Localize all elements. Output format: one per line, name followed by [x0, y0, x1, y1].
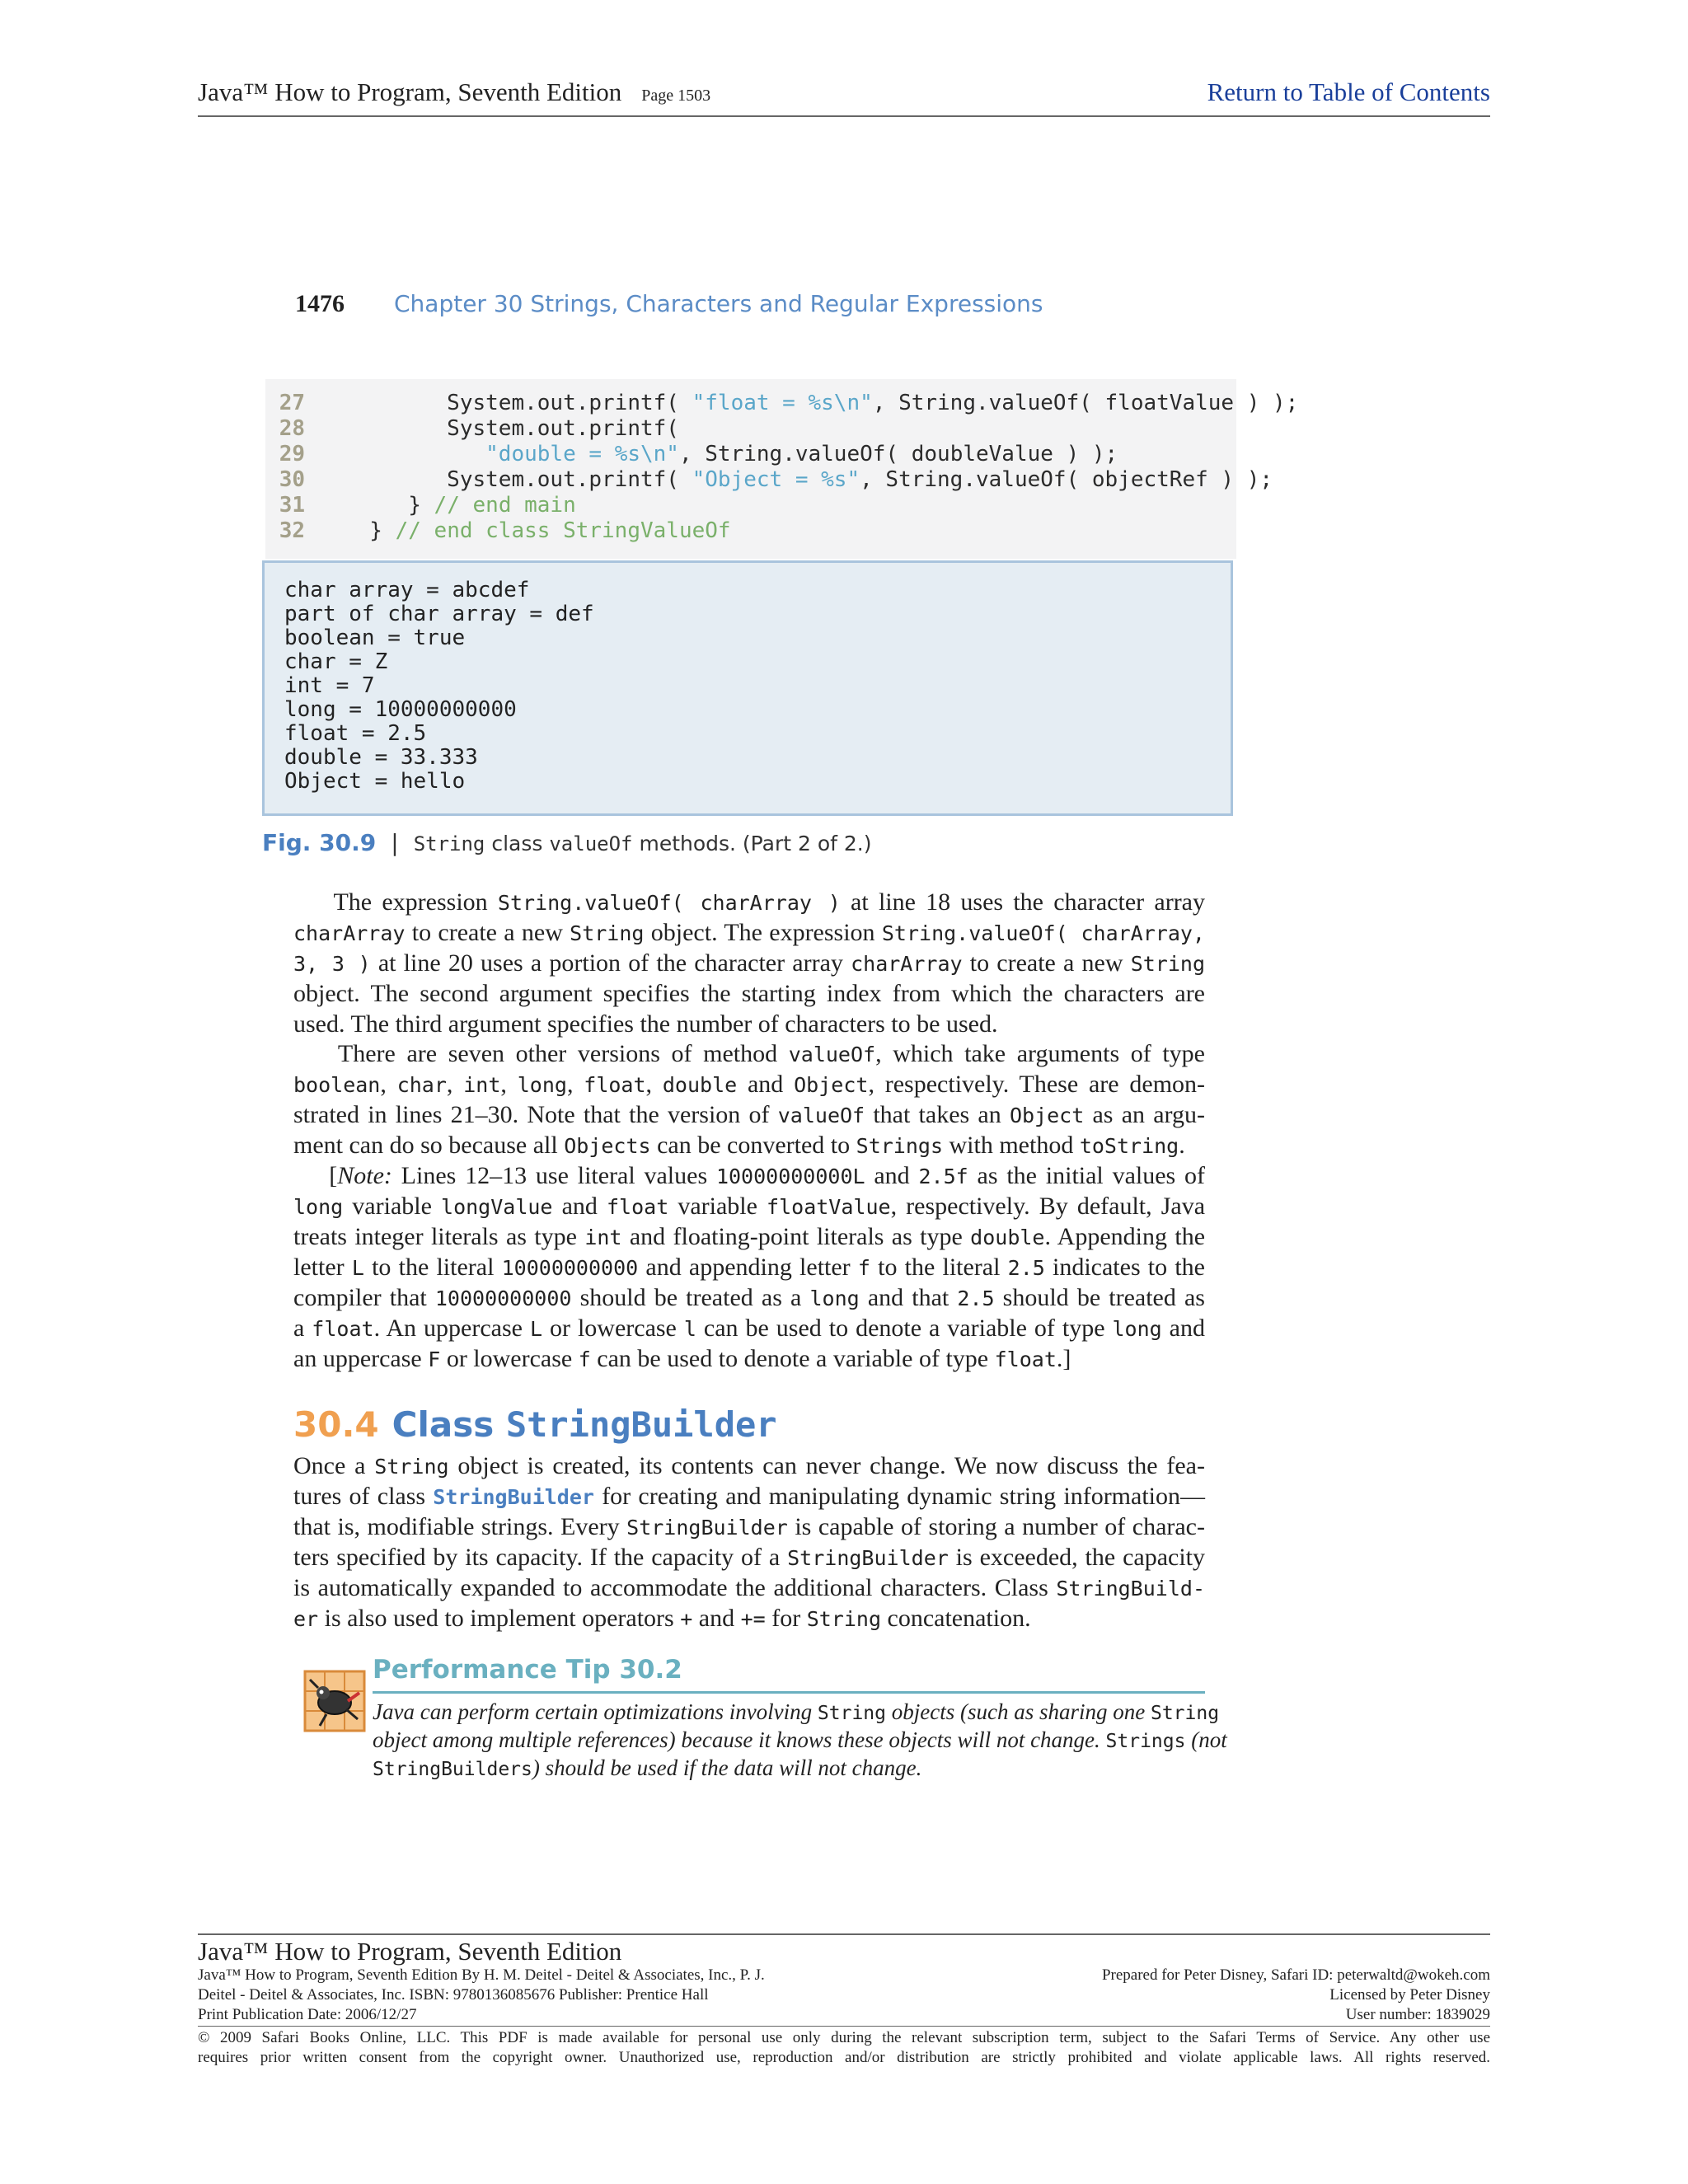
text-run: strated in lines 21–30. Note that the version of: [293, 1101, 778, 1128]
code-term: String: [570, 921, 645, 945]
paragraph-line: [293, 1130, 1205, 1161]
text-run: Lines 12–13 use literal values: [392, 1162, 716, 1189]
figure-number: Fig. 30.9: [262, 829, 377, 856]
text-run: , respectively. These are demon-: [868, 1071, 1206, 1098]
code-text: }: [305, 518, 396, 543]
text-run: ,: [500, 1071, 518, 1098]
code-term: 3, 3 ): [293, 952, 371, 976]
text-run: a: [293, 1315, 312, 1342]
text-run: and: [865, 1162, 919, 1189]
text-run: objects (such as sharing one: [886, 1699, 1151, 1724]
text-run: to create a new: [405, 919, 570, 946]
code-line: [265, 467, 1273, 493]
text-run: as an argu-: [1084, 1101, 1205, 1128]
text-run: is capable of storing a number of charac-: [787, 1513, 1205, 1540]
text-run: object is created, its contents can never change. We now discuss the fea-: [448, 1452, 1205, 1479]
footer-book-title: Java™ How to Program, Seventh Edition: [198, 1937, 622, 1966]
code-string: "float = %s\n": [692, 391, 873, 415]
text-run: and floating-point literals as type: [621, 1223, 971, 1250]
output-line: float = 2.5: [284, 721, 427, 746]
code-term: valueOf: [777, 1104, 865, 1127]
code-term: Object: [794, 1073, 869, 1097]
text-run: should be treated as: [994, 1284, 1205, 1311]
text-run: . Appending the: [1044, 1223, 1206, 1250]
section-heading: [293, 1404, 777, 1445]
section-paragraph-line: [293, 1481, 1205, 1512]
text-run: to the literal: [363, 1254, 502, 1281]
code-term: 2.5f: [918, 1165, 968, 1188]
text-run: and: [1161, 1315, 1205, 1342]
section-paragraph-line: [293, 1542, 1205, 1573]
figure-code-1: String: [413, 832, 485, 855]
output-line: part of char array = def: [284, 602, 594, 626]
text-run: or lowercase: [440, 1345, 579, 1372]
code-term: StringBuilder: [626, 1516, 788, 1540]
section-paragraph-line: [293, 1603, 1205, 1634]
line-number: 29: [279, 442, 305, 466]
text-run: to the literal: [870, 1254, 1008, 1281]
code-text: [305, 442, 485, 466]
paragraph-line: [293, 1038, 1205, 1070]
section-paragraph-line: [293, 1572, 1205, 1604]
code-term: f: [857, 1256, 870, 1280]
paragraph-line: [293, 1009, 1205, 1039]
code-term: 10000000000: [501, 1256, 639, 1280]
header-page-label: Page 1503: [641, 87, 711, 105]
footer-right-line: User number: 1839029: [1345, 2006, 1490, 2023]
footer-copyright-line: requires prior written consent from the copyright owner. Unauthorized use, reproduction and/or distribution are strictly prohibited and violate applicable laws. All rights reserved.: [198, 2049, 1490, 2066]
code-term: String.valueOf( charArray ): [497, 891, 841, 915]
header-book-title: [198, 77, 710, 107]
paragraph-line: [293, 948, 1205, 979]
code-term: L: [351, 1256, 364, 1280]
output-line: boolean = true: [284, 626, 466, 650]
line-number: 30: [279, 467, 305, 492]
code-term: boolean: [293, 1073, 381, 1097]
output-line: int = 7: [284, 673, 375, 698]
code-term: float: [994, 1347, 1057, 1371]
text-run: can be used to denote a variable of type: [590, 1345, 995, 1372]
header-title-text: Java™ How to Program, Seventh Edition: [198, 77, 622, 106]
text-run: is also used to implement operators: [318, 1605, 681, 1632]
footer-copyright-rule: [198, 2026, 1490, 2027]
code-term: String: [806, 1607, 881, 1631]
code-term: String: [1150, 1703, 1220, 1724]
code-term: StringBuild-: [1056, 1577, 1205, 1601]
text-run: .]: [1056, 1345, 1071, 1372]
code-term: 2.5: [957, 1286, 995, 1310]
code-term-emphasis: StringBuilder: [433, 1485, 594, 1509]
performance-tip-icon: [302, 1668, 368, 1734]
text-run: is automatically expanded to accommodate the additional characters. Class: [293, 1574, 1057, 1601]
code-term: long: [293, 1195, 344, 1219]
code-term: StringBuilders: [373, 1759, 532, 1780]
code-text: , String.valueOf( doubleValue ) );: [678, 442, 1118, 466]
performance-tip-rule: [373, 1691, 1205, 1694]
code-comment: // end main: [434, 493, 576, 518]
text-run: ,: [380, 1071, 397, 1098]
toc-link[interactable]: Return to Table of Contents: [1207, 77, 1490, 106]
code-term: l: [683, 1317, 696, 1341]
chapter-title: Chapter 30 Strings, Characters and Regular Expressions: [394, 290, 1043, 317]
text-run: and appending letter: [638, 1254, 858, 1281]
code-listing: [265, 379, 1299, 559]
text-run: concatenation.: [881, 1605, 1031, 1632]
text-run: ment can do so because all: [293, 1132, 565, 1159]
text-run: that is, modifiable strings. Every: [293, 1513, 627, 1540]
text-run: object among multiple references) because it knows these objects will not change.: [373, 1727, 1106, 1752]
section-number: 30.4: [293, 1404, 379, 1445]
paragraph-line: [293, 917, 1205, 949]
tip-line: [373, 1726, 1227, 1755]
paragraph-line: [293, 1221, 1205, 1253]
paragraph-line: [293, 887, 1205, 918]
text-run: variable: [343, 1193, 442, 1220]
code-term: Objects: [564, 1134, 651, 1158]
code-term: valueOf: [788, 1043, 876, 1066]
figure-caption: [262, 829, 871, 857]
section-title-code: StringBuilder: [505, 1404, 777, 1445]
figure-description: [414, 832, 872, 855]
output-line: char = Z: [284, 649, 388, 674]
code-term: toString: [1079, 1134, 1179, 1158]
text-run: , which take arguments of type: [875, 1040, 1205, 1067]
text-run: should be treated as a: [571, 1284, 810, 1311]
code-term: 10000000000: [434, 1286, 572, 1310]
text-run: is exceeded, the capacity: [948, 1544, 1205, 1571]
text-run: at line 18 uses the character array: [840, 888, 1205, 916]
performance-tip-title: Performance Tip 30.2: [373, 1655, 682, 1685]
text-run: , respectively. By default, Java: [890, 1193, 1206, 1220]
tip-line: [373, 1754, 1205, 1783]
code-term: +: [680, 1607, 693, 1631]
text-run: treats integer literals as type: [293, 1223, 585, 1250]
text-run: to create a new: [962, 949, 1131, 977]
section-title: [392, 1404, 777, 1445]
figure-code-2: valueOf: [549, 832, 633, 855]
text-run: There are seven other versions of method: [293, 1040, 789, 1067]
text-run: (not: [1185, 1727, 1227, 1752]
text-run: letter: [293, 1254, 352, 1281]
code-term: charArray: [293, 921, 406, 945]
code-term: Object: [1009, 1104, 1085, 1127]
code-term: floatValue: [767, 1195, 891, 1219]
code-term: int: [584, 1226, 622, 1249]
figure-text-2: methods. (Part 2 of 2.): [632, 832, 872, 855]
code-text: System.out.printf(: [305, 416, 679, 441]
figure-separator: |: [391, 829, 399, 856]
output-line: Object = hello: [284, 769, 466, 794]
paragraph-line: [293, 1282, 1205, 1314]
text-run: ) should be used if the data will not change.: [532, 1755, 922, 1780]
book-page-number: 1476: [295, 290, 345, 317]
text-run: ,: [446, 1071, 464, 1098]
code-term: double: [970, 1226, 1045, 1249]
text-run: indicates to the: [1044, 1254, 1205, 1281]
text-run: as the initial values of: [968, 1162, 1205, 1189]
paragraph-line: [293, 1160, 1205, 1192]
text-run: . An uppercase: [373, 1315, 530, 1342]
header-rule: [198, 115, 1490, 117]
tip-line: [373, 1698, 1220, 1727]
footer-rule: [198, 1933, 1490, 1935]
code-term: F: [428, 1347, 441, 1371]
text-run: [: [293, 1162, 338, 1189]
text-run: object. The expression: [644, 919, 882, 946]
footer-right-line: Licensed by Peter Disney: [1329, 1986, 1490, 2004]
paragraph-line: [293, 1191, 1205, 1222]
text-run: can be used to denote a variable of type: [696, 1315, 1113, 1342]
paragraph-line: [293, 1099, 1205, 1131]
text-run: .: [1179, 1132, 1185, 1159]
code-term: long: [1112, 1317, 1162, 1341]
code-text: , String.valueOf( floatValue ) );: [872, 391, 1299, 415]
text-run: tures of class: [293, 1483, 434, 1510]
text-run: and: [692, 1605, 741, 1632]
code-comment: // end class StringValueOf: [395, 518, 731, 543]
text-run: that takes an: [865, 1101, 1010, 1128]
italic-run: Note:: [337, 1162, 392, 1189]
text-run: Once a: [293, 1452, 375, 1479]
section-paragraph-line: [293, 1511, 1205, 1543]
figure-text-1: class: [485, 832, 550, 855]
footer-copyright-line: © 2009 Safari Books Online, LLC. This PDF is made available for personal use only during the relevant subscription term, subject to the Safari Terms of Service. Any other use: [198, 2029, 1490, 2046]
output-line: char array = abcdef: [284, 578, 530, 602]
text-run: at line 20 uses a portion of the character array: [370, 949, 851, 977]
code-term: String: [374, 1455, 449, 1479]
line-number: 28: [279, 416, 305, 441]
text-run: ters specified by its capacity. If the capacity of a: [293, 1544, 788, 1571]
code-string: "Object = %s": [692, 467, 860, 492]
code-term: float: [606, 1195, 669, 1219]
code-term: Strings: [856, 1134, 943, 1158]
footer-right-line: Prepared for Peter Disney, Safari ID: peterwaltd@wokeh.com: [1101, 1966, 1490, 1984]
text-run: for: [765, 1605, 807, 1632]
section-title-word: Class: [392, 1404, 495, 1445]
code-term: Strings: [1105, 1731, 1186, 1752]
code-term: charArray: [851, 952, 963, 976]
code-line: [265, 518, 731, 544]
footer-left-line: Print Publication Date: 2006/12/27: [198, 2006, 417, 2023]
code-text: System.out.printf(: [305, 391, 692, 415]
paragraph-line: [293, 1069, 1205, 1100]
code-term: String.valueOf( charArray,: [881, 921, 1205, 945]
paragraph-line: [293, 978, 1205, 1009]
code-string: "double = %s\n": [485, 442, 679, 466]
text-run: and: [552, 1193, 607, 1220]
code-term: f: [578, 1347, 591, 1371]
code-text: System.out.printf(: [305, 467, 692, 492]
text-run: for creating and manipulating dynamic string information—: [593, 1483, 1206, 1510]
footer-left-line: Java™ How to Program, Seventh Edition By H. M. Deitel - Deitel & Associates, Inc., P. J.: [198, 1966, 765, 1984]
text-run: ,: [645, 1071, 663, 1098]
code-line: [265, 493, 576, 518]
output-line: long = 10000000000: [284, 697, 517, 722]
code-text: , String.valueOf( objectRef ) );: [860, 467, 1273, 492]
running-head: [295, 290, 1043, 318]
code-term: long: [517, 1073, 567, 1097]
section-paragraph-line: [293, 1451, 1205, 1482]
line-number: 32: [279, 518, 305, 543]
code-term: float: [312, 1317, 374, 1341]
line-number: 27: [279, 391, 305, 415]
code-term: int: [463, 1073, 501, 1097]
output-line: double = 33.333: [284, 745, 478, 770]
text-run: compiler that: [293, 1284, 435, 1311]
code-term: er: [293, 1607, 319, 1631]
code-term: float: [584, 1073, 646, 1097]
code-term: long: [809, 1286, 860, 1310]
text-run: or lowercase: [542, 1315, 684, 1342]
code-term: +=: [740, 1607, 766, 1631]
text-run: variable: [668, 1193, 767, 1220]
code-term: StringBuilder: [787, 1546, 949, 1570]
code-term: L: [529, 1317, 542, 1341]
code-term: 10000000000L: [715, 1165, 865, 1188]
text-run: object. The second argument specifies the starting index from which the characters are: [293, 980, 1205, 1007]
text-run: and that: [859, 1284, 958, 1311]
code-term: longValue: [441, 1195, 553, 1219]
line-number: 31: [279, 493, 305, 518]
code-term: String: [817, 1703, 887, 1724]
paragraph-line: [293, 1252, 1205, 1283]
code-line: [265, 442, 1118, 467]
text-run: can be converted to: [650, 1132, 856, 1159]
code-text: }: [305, 493, 434, 518]
code-line: [265, 391, 1298, 416]
text-run: and: [737, 1071, 795, 1098]
code-term: 2.5: [1007, 1256, 1045, 1280]
paragraph-line: [293, 1313, 1205, 1344]
text-run: ,: [566, 1071, 584, 1098]
code-term: double: [662, 1073, 738, 1097]
code-line: [265, 416, 679, 442]
text-run: Java can perform certain optimizations involving: [373, 1699, 818, 1724]
footer-left-line: Deitel - Deitel & Associates, Inc. ISBN: 9780136085676 Publisher: Prentice Hall: [198, 1986, 709, 2004]
text-run: used. The third argument specifies the number of characters to be used.: [293, 1010, 998, 1038]
text-run: The expression: [293, 888, 498, 916]
code-term: String: [1130, 952, 1206, 976]
paragraph-line: [293, 1343, 1205, 1375]
program-output: [262, 560, 1233, 816]
text-run: with method: [943, 1132, 1080, 1159]
text-run: an uppercase: [293, 1345, 429, 1372]
code-term: char: [396, 1073, 447, 1097]
